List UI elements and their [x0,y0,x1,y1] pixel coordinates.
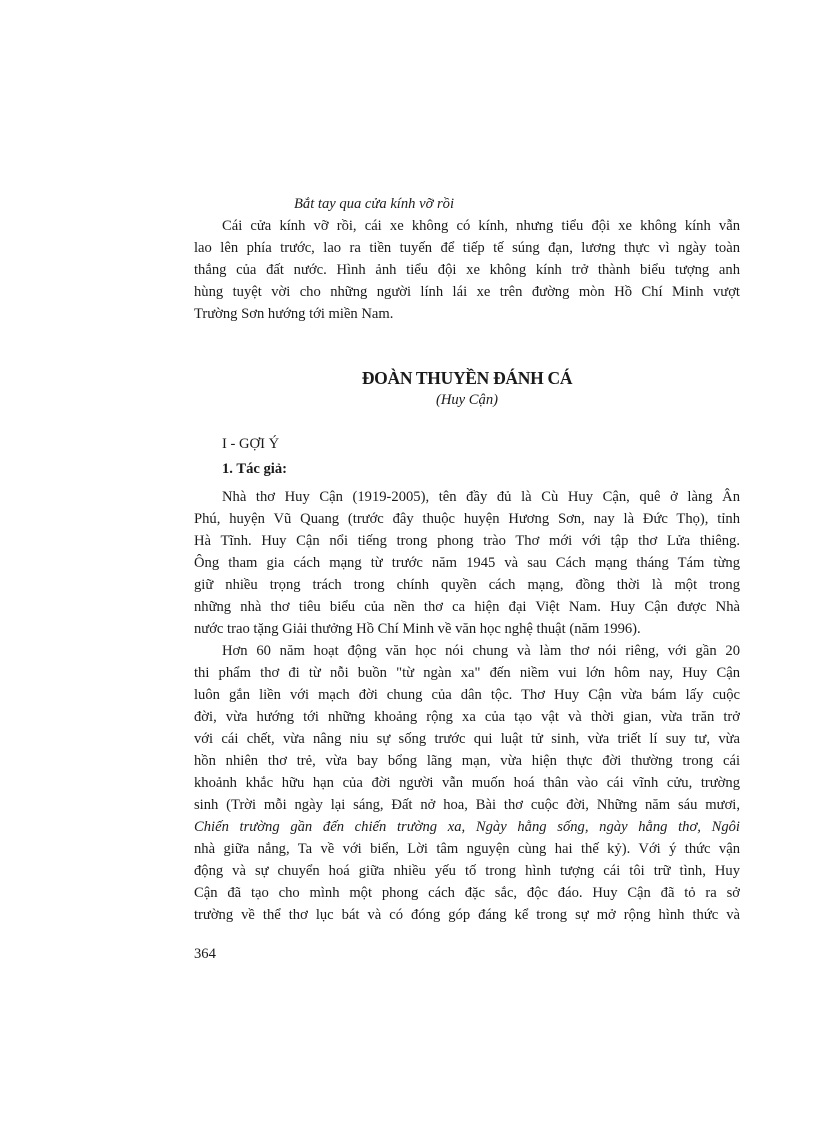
para1-line-7: nước trao tặng Giải thưởng Hồ Chí Minh về văn học nghệ thuật (năm 1996). [194,621,641,637]
para2-line-3: luôn gắn liền với mạch đời chung của dân tộc. Thơ Huy Cận vừa bám lấy cuộc [194,687,740,703]
verse-line: Bắt tay qua cửa kính vỡ rồi [294,196,455,212]
paragraph-author [194,486,740,640]
paragraph-career [194,640,740,926]
page-number: 364 [194,946,216,962]
para2-line-1: Hơn 60 năm hoạt động văn học nói chung và làm thơ nói riêng, với gần 20 [222,643,740,659]
para2-line-4: đời, vừa hướng tới những khoảng rộng xa của tạo vật và thời gian, vừa trăn trở [194,709,740,725]
para2-line-2: thi phẩm thơ đi từ nỗi buồn "từ ngàn xa" đến niềm vui lớn hôm nay, Huy Cận [194,665,740,681]
section-subheading: 1. Tác giả: [222,461,287,477]
para2-line-10: nhà giữa nắng, Ta về với biển, Lời tâm nguyện cùng hai thế kỷ). Với ý thức vận [194,841,740,857]
intro-line-2: lao lên phía trước, lao ra tiền tuyến để tiếp tế súng đạn, lương thực vì ngày toàn [194,240,740,256]
para2-line-9: Chiến trường gần đến chiến trường xa, Ngày hằng sống, ngày hằng thơ, Ngôi [194,819,740,835]
intro-line-5: Trường Sơn hướng tới miền Nam. [194,306,394,322]
para1-line-4: Ông tham gia cách mạng từ trước năm 1945 và sau Cách mạng tháng Tám từng [194,555,740,571]
para1-line-3: Hà Tĩnh. Huy Cận nổi tiếng trong phong trào Thơ mới với tập thơ Lửa thiêng. [194,533,740,549]
intro-line-4: hùng tuyệt vời cho những người lính lái xe trên đường mòn Hồ Chí Minh vượt [194,284,740,300]
para2-line-7: khoảnh khắc hữu hạn của đời người vẫn muốn hoá thân vào cái vĩnh cửu, trường [194,775,740,791]
intro-section [194,193,740,325]
section-header [194,367,740,411]
section-heading: I - GỢI Ý [222,436,280,452]
para1-line-5: giữ nhiều trọng trách trong chính quyền cách mạng, đồng thời là một trong [194,577,740,593]
para1-line-6: những nhà thơ tiêu biểu của nền thơ ca hiện đại Việt Nam. Huy Cận được Nhà [194,599,740,615]
para2-line-13: trường về thể thơ lục bát và có đóng góp đáng kể trong sự mở rộng hình thức và [194,907,740,923]
section-author: (Huy Cận) [435,392,498,408]
para1-line-2: Phú, huyện Vũ Quang (trước đây thuộc huyện Hương Sơn, nay là Đức Thọ), tỉnh [194,511,740,527]
para2-line-8: sinh (Trời mỗi ngày lại sáng, Đất nở hoa, Bài thơ cuộc đời, Những năm sáu mươi, [194,797,740,813]
section-title: ĐOÀN THUYỀN ĐÁNH CÁ [361,368,573,388]
para2-line-5: với cái chết, vừa nâng niu sự sống trước qui luật tử sinh, vừa triết lí suy tư, vừa [194,731,740,747]
para2-line-6: hồn nhiên thơ trẻ, vừa bay bổng lãng mạn, vừa hiện thực đời thường trong cái [194,753,740,769]
para2-line-12: Cận đã tạo cho mình một phong cách đặc sắc, độc đáo. Huy Cận đã tỏ ra sở [194,885,740,901]
para1-line-1: Nhà thơ Huy Cận (1919-2005), tên đầy đủ là Cù Huy Cận, quê ở làng Ân [222,489,740,505]
heading-block [194,433,740,480]
intro-line-1: Cái cửa kính vỡ rồi, cái xe không có kính, nhưng tiểu đội xe không kính vẫn [222,218,740,234]
intro-line-3: thắng của đất nước. Hình ảnh tiểu đội xe không kính trở thành biểu tượng anh [194,262,740,278]
para2-line-11: động và sự chuyển hoá giữa nhiều yếu tố trong hình tượng cái tôi trữ tình, Huy [194,863,740,879]
